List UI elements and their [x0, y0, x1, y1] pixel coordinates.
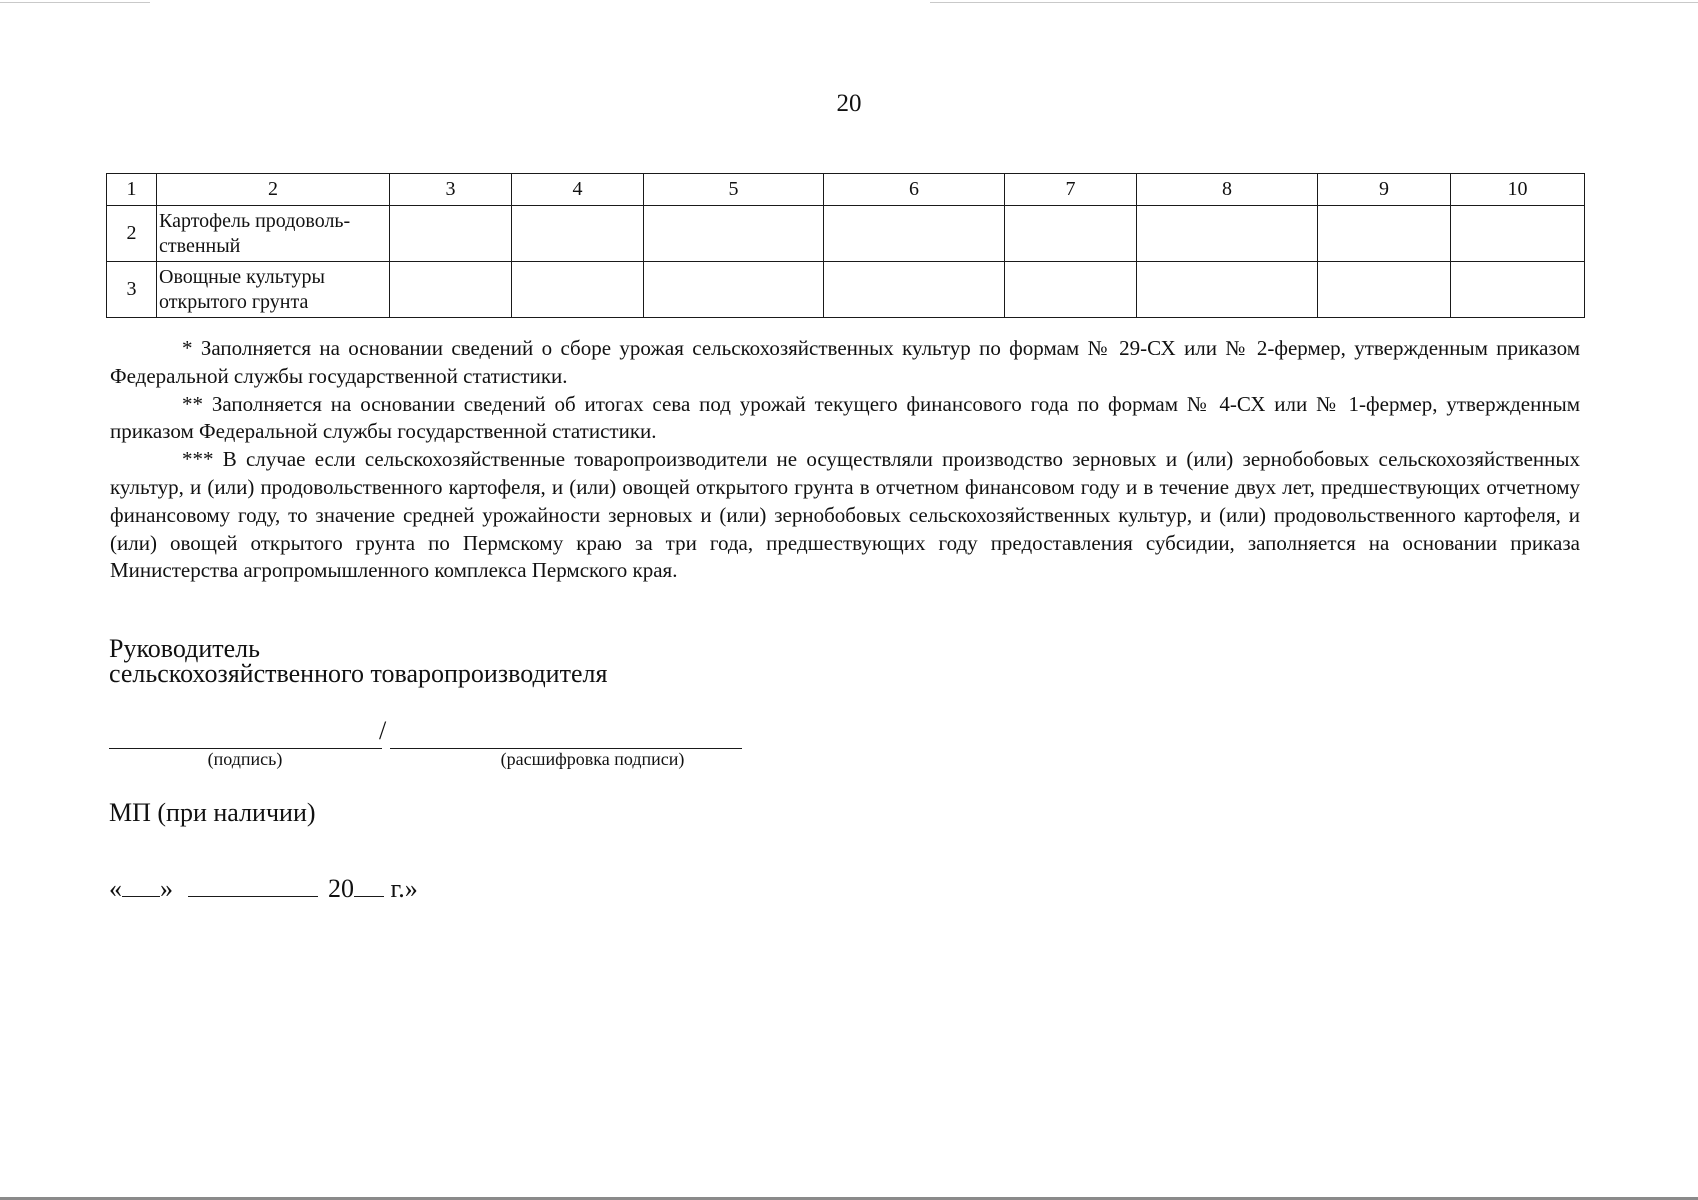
year-suffix: г.»	[390, 874, 418, 903]
table-header-cell: 3	[390, 174, 512, 206]
table-cell	[512, 206, 644, 262]
crop-name-line: ственный	[159, 234, 241, 257]
day-blank	[122, 872, 160, 897]
table-cell	[1005, 262, 1137, 318]
table-header-cell: 6	[824, 174, 1005, 206]
table-row	[107, 262, 1585, 318]
crop-name-line: Овощные культуры	[159, 265, 325, 288]
signature-caption: (подпись)	[207, 749, 283, 769]
date-line	[109, 872, 418, 904]
table-row	[107, 206, 1585, 262]
signature-decoding-caption: (расшифровка подписи)	[500, 749, 685, 769]
scan-edge-top-right	[930, 2, 1698, 3]
table-header-cell: 10	[1451, 174, 1585, 206]
crop-name	[157, 262, 390, 318]
crop-name	[157, 206, 390, 262]
month-blank	[188, 872, 318, 897]
footnotes	[110, 335, 1580, 585]
table-cell	[1451, 262, 1585, 318]
table-header-cell: 9	[1318, 174, 1451, 206]
footnote-3: *** В случае если сельскохозяйственные товаропроизводители не осуществляли производство зерновых и (или) зернобобовых сельскохозяйственных культур, и (или) продовольственного картофеля, и (или) овощей открытого грунта в отчетном финансовом году и в течение двух лет, предшествующих отчетному финансовому году, то значение средней урожайности зерновых и (или) зернобобовых сельскохозяйственных культур, и (или) продовольственного картофеля, и (или) овощей открытого грунта по Пермскому краю за три года, предшествующих году предоставления субсидии, заполняется на основании приказа Министерства агропромышленного комплекса Пермского края.	[110, 447, 1580, 583]
table-header-cell: 8	[1137, 174, 1318, 206]
footnote-1: * Заполняется на основании сведений о сборе урожая сельскохозяйственных культур по формам № 29-СХ или № 2-фермер, утвержденным приказом Федеральной службы государственной статистики.	[110, 336, 1580, 388]
table-cell	[1318, 262, 1451, 318]
table-header-cell: 5	[644, 174, 824, 206]
table-cell	[1137, 206, 1318, 262]
signatory-line: Руководитель	[109, 634, 260, 663]
year-prefix: 20	[328, 874, 354, 903]
page-number: 20	[836, 90, 862, 117]
year-blank	[354, 872, 384, 897]
signatory-title	[109, 636, 607, 686]
date-close-quote: »	[160, 874, 173, 903]
date-open-quote: «	[109, 874, 122, 903]
footnote-2: ** Заполняется на основании сведений об итогах сева под урожай текущего финансового года по формам № 4-СХ или № 1-фермер, утвержденным приказом Федеральной службы государственной статистики.	[110, 391, 1580, 444]
table-header-cell: 1	[107, 174, 157, 206]
table-cell	[390, 262, 512, 318]
table-header-row	[107, 174, 1585, 206]
stamp-label: МП (при наличии)	[109, 798, 316, 827]
table-cell	[824, 206, 1005, 262]
scan-edge-top-left	[0, 2, 150, 3]
signature-separator: /	[379, 716, 387, 745]
table-cell	[644, 262, 824, 318]
signatory-line: сельскохозяйственного товаропроизводителя	[109, 659, 608, 688]
row-number: 2	[107, 206, 157, 262]
table-header-cell: 2	[157, 174, 390, 206]
crop-name-line: открытого грунта	[159, 290, 309, 313]
table-cell	[644, 206, 824, 262]
table-cell	[1318, 206, 1451, 262]
row-number: 3	[107, 262, 157, 318]
crop-name-line: Картофель продоволь-	[159, 209, 351, 232]
table-cell	[824, 262, 1005, 318]
table-cell	[1451, 206, 1585, 262]
yield-table	[106, 173, 1585, 318]
table-header-cell: 4	[512, 174, 644, 206]
table-cell	[390, 206, 512, 262]
table-header-cell: 7	[1005, 174, 1137, 206]
table-cell	[1137, 262, 1318, 318]
table-cell	[1005, 206, 1137, 262]
table-cell	[512, 262, 644, 318]
